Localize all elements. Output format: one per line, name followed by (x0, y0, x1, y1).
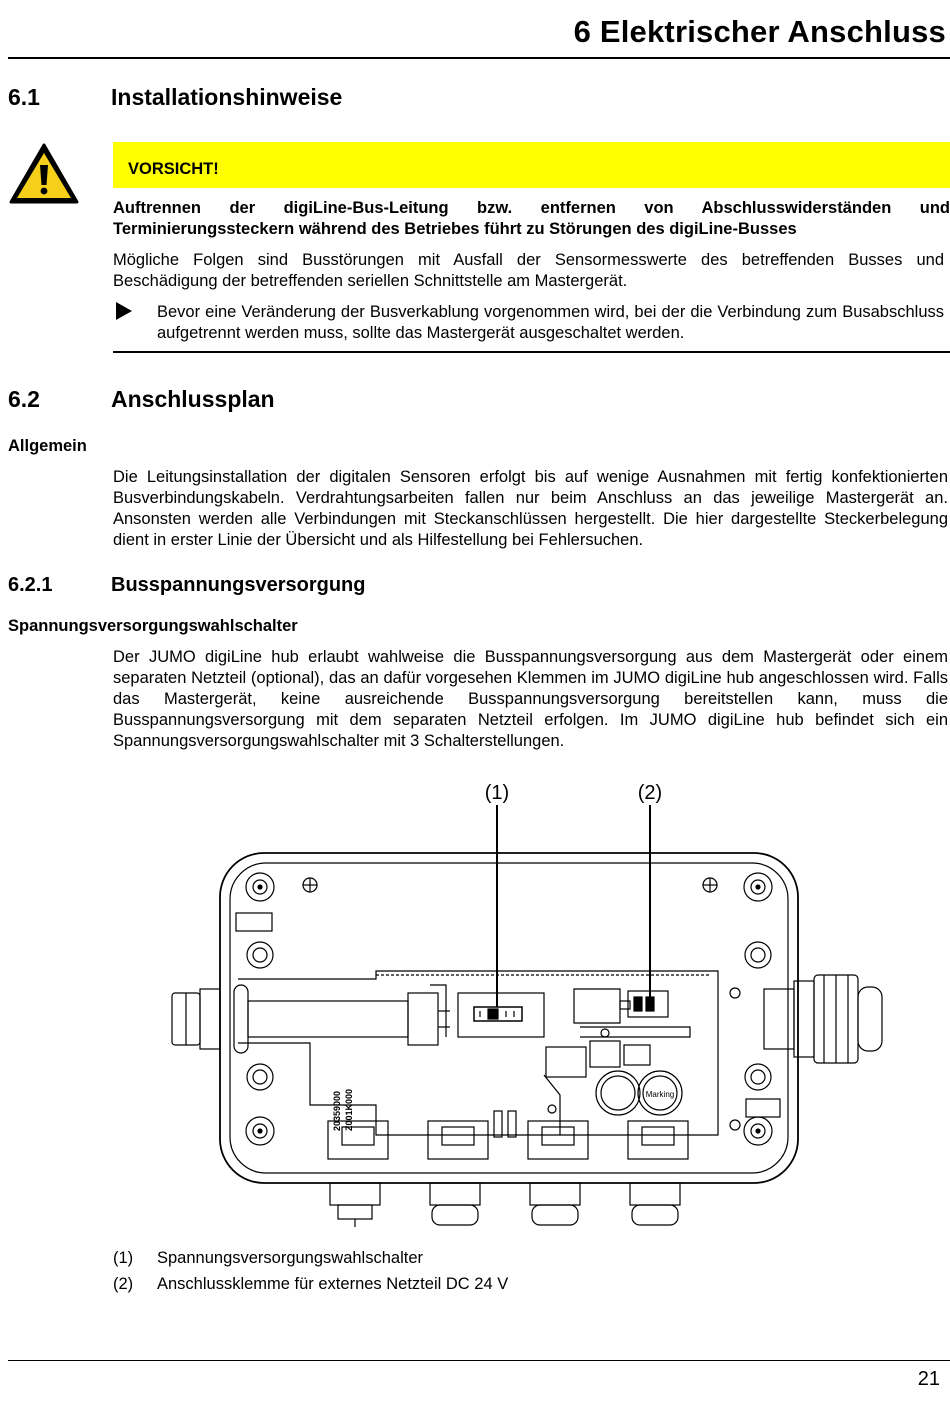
bus-connectors-outer (330, 1183, 680, 1227)
callout-2-label: (2) (637, 782, 663, 804)
hub-diagram (150, 775, 910, 1230)
section-6-2-1-text: Der JUMO digiLine hub erlaubt wahlweise die Busspannungsversorgung aus dem Mastergerät oder einem separaten Netzteil (optional), das an dafür vorgesehen Klemmen im JUMO digiLine hub angeschlossen wird. Falls das Mastergerät, keine ausreichende Busspannungsversorgung bereitstellen kann, muss die Busspannungsversorgung mit dem separaten Netzteil erfolgen. Im JUMO digiLine hub befindet sich ein Spannungsversorgungswahlschalter mit 3 Schalterstellungen. (113, 648, 948, 750)
pcb-code-1: 20359000 (332, 1090, 342, 1131)
housing-inner (230, 863, 788, 1173)
section-6-2-number: 6.2 (8, 386, 40, 412)
section-6-2-subheading: Allgemein (8, 437, 87, 455)
legend-1-number: (1) (113, 1249, 134, 1267)
warning-text: Mögliche Folgen sind Busstörungen mit Ausfall der Sensormesswerte des betreffenden Busses und Beschädigung der betreffenden seriellen Schnittstelle am Mastergerät. (113, 251, 944, 290)
battery-label: Marking (645, 1090, 675, 1099)
section-6-2-title: Anschlussplan (111, 386, 275, 412)
warning-triangle-icon (8, 142, 80, 206)
section-6-2-1-title: Busspannungsversorgung (111, 574, 366, 596)
section-6-1-title: Installationshinweise (111, 84, 343, 110)
arrow-right-icon (116, 302, 132, 320)
warning-label: VORSICHT! (128, 160, 219, 178)
chapter-title: 6 Elektrischer Anschluss (573, 14, 946, 49)
section-6-2-text: Die Leitungsinstallation der digitalen Sensoren erfolgt bis auf wenige Ausnahmen mit fertig konfektionierten Busverbindungskabeln. Verdrahtungsarbeiten fallen nur beim Anschluss an das jeweilige Mastergerät an. Ansonsten werden alle Verbindungen mit Steckanschlüssen hergestellt. Die hier dargestellte Steckerbelegung dient in erster Linie der Übersicht und als Hilfestellung bei Fehlersuchen. (113, 468, 948, 549)
legend-2-number: (2) (113, 1275, 134, 1293)
chapter-rule (8, 57, 950, 59)
warning-headline: Auftrennen der digiLine-Bus-Leitung bzw. entfernen von Abschlusswiderständen und Terminierungssteckern während des Betriebes führt zu Störungen des digiLine-Busses (113, 199, 950, 238)
warning-action: Bevor eine Veränderung der Busverkablung vorgenommen wird, bei der die Verbindung zum Busabschluss aufgetrennt werden muss, sollte das Mastergerät ausgeschaltet werden. (157, 303, 944, 342)
housing-outer (220, 853, 798, 1183)
warning-rule (113, 351, 950, 353)
section-6-2-1-subheading: Spannungsversorgungswahlschalter (8, 617, 298, 635)
mounting-holes (236, 873, 780, 1145)
external-power-terminal (574, 989, 690, 1037)
right-cable-gland (764, 975, 882, 1063)
footer-rule (8, 1360, 950, 1361)
left-cable-gland (172, 985, 450, 1053)
callout-1-label: (1) (484, 782, 510, 804)
section-6-2-1-number: 6.2.1 (8, 574, 53, 596)
legend-1-text: Spannungsversorgungswahlschalter (157, 1249, 423, 1267)
section-6-1-number: 6.1 (8, 84, 40, 110)
warning-bar (113, 142, 950, 188)
legend-2-text: Anschlussklemme für externes Netzteil DC 24 V (157, 1275, 509, 1293)
pcb-code-2: Z001K000 (344, 1088, 354, 1131)
voltage-selector-switch (458, 993, 544, 1037)
page-number: 21 (917, 1368, 940, 1390)
